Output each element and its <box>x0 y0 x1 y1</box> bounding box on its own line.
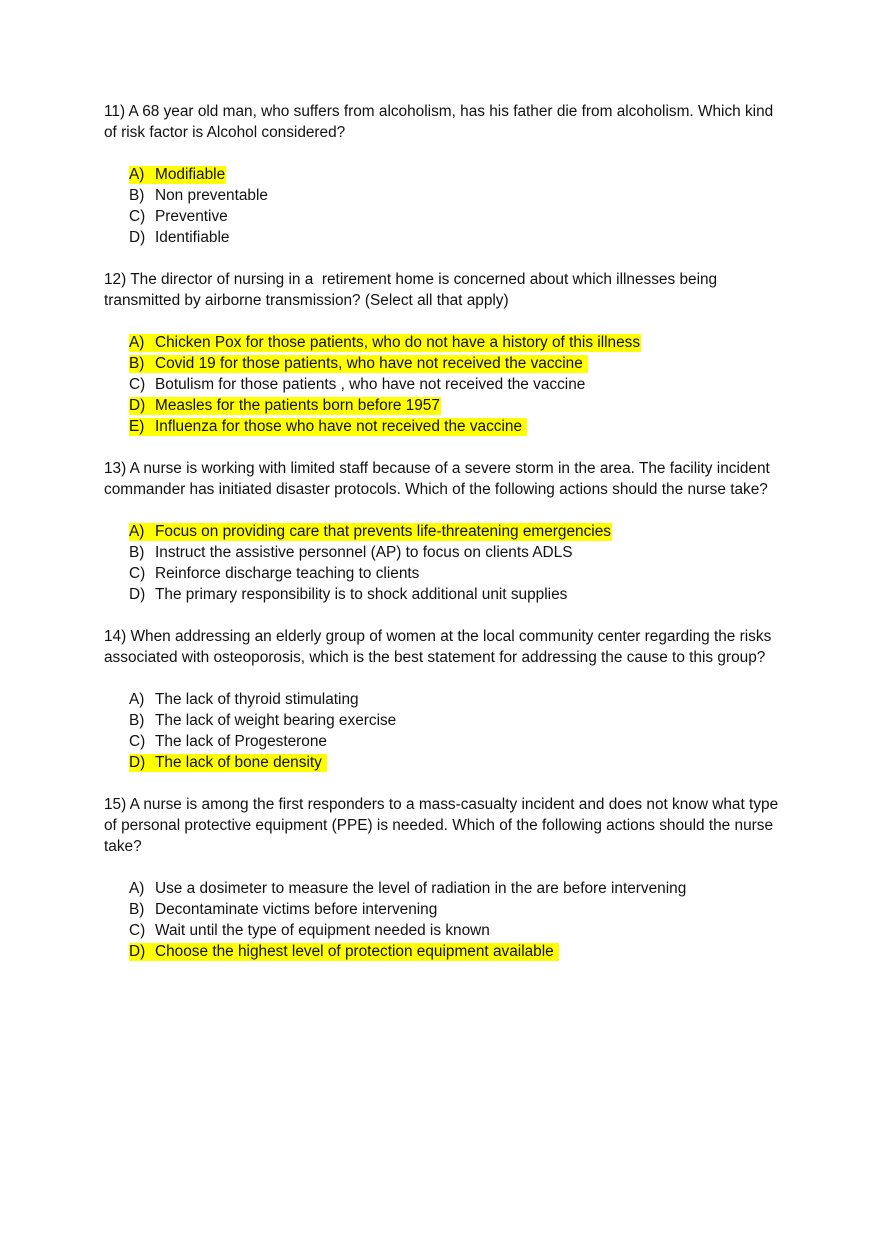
question-stem: 13) A nurse is working with limited staff because of a severe storm in the area. The facility incident commander has initiated disaster protocols. Which of the following actions should the nurse take? <box>104 460 775 498</box>
option-text: Botulism for those patients , who have not received the vaccine <box>155 376 586 393</box>
option-letter: B) <box>129 712 145 729</box>
answer-option-a <box>129 332 784 353</box>
option-letter: B) <box>129 544 145 561</box>
answer-option-e <box>129 416 784 437</box>
option-text: Influenza for those who have not received the vaccine <box>155 418 527 435</box>
answer-option-d <box>129 752 784 773</box>
option-text: Modifiable <box>155 166 226 183</box>
answer-option-d <box>129 941 784 962</box>
option-letter: D) <box>129 229 146 246</box>
question-stem: 11) A 68 year old man, who suffers from alcoholism, has his father die from alcoholism. Which kind of risk factor is Alcohol considered? <box>104 103 778 141</box>
answer-option-a <box>129 689 784 710</box>
answer-option-c <box>129 731 784 752</box>
option-letter: E) <box>129 418 145 435</box>
answer-options <box>104 878 784 962</box>
option-text: Preventive <box>155 208 228 225</box>
answer-option-a <box>129 164 784 185</box>
answer-option-b <box>129 353 784 374</box>
answer-option-b <box>129 710 784 731</box>
answer-options <box>104 164 784 248</box>
option-text: Decontaminate victims before intervening <box>155 901 438 918</box>
question-stem: 15) A nurse is among the first responders to a mass-casualty incident and does not know what type of personal protective equipment (PPE) is needed. Which of the following actions should the nurse take? <box>104 796 783 855</box>
answer-option-d <box>129 227 784 248</box>
question-stem: 14) When addressing an elderly group of women at the local community center regarding the risks associated with osteoporosis, which is the best statement for addressing the cause to this group? <box>104 628 776 666</box>
option-text: The lack of Progesterone <box>155 733 327 750</box>
option-text: Measles for the patients born before 1957 <box>155 397 440 414</box>
option-text: Identifiable <box>155 229 230 246</box>
option-letter: A) <box>129 691 145 708</box>
answer-option-c <box>129 374 784 395</box>
answer-option-d <box>129 584 784 605</box>
answer-option-b <box>129 542 784 563</box>
document-page <box>104 101 784 983</box>
question-13 <box>104 458 784 605</box>
option-text: The lack of bone density <box>155 754 327 771</box>
option-letter: A) <box>129 166 145 183</box>
answer-option-d <box>129 395 784 416</box>
option-text: Wait until the type of equipment needed is known <box>155 922 490 939</box>
option-text: The lack of thyroid stimulating <box>155 691 359 708</box>
answer-options <box>104 332 784 437</box>
option-text: The lack of weight bearing exercise <box>155 712 397 729</box>
option-letter: D) <box>129 943 146 960</box>
option-text: Covid 19 for those patients, who have not received the vaccine <box>155 355 588 372</box>
answer-option-b <box>129 899 784 920</box>
answer-options <box>104 521 784 605</box>
answer-option-a <box>129 878 784 899</box>
answer-option-a <box>129 521 784 542</box>
option-text: The primary responsibility is to shock additional unit supplies <box>155 586 568 603</box>
option-letter: A) <box>129 523 145 540</box>
option-letter: C) <box>129 376 146 393</box>
option-text: Focus on providing care that prevents life-threatening emergencies <box>155 523 611 540</box>
option-text: Non preventable <box>155 187 268 204</box>
option-letter: C) <box>129 208 146 225</box>
option-letter: D) <box>129 397 146 414</box>
option-letter: D) <box>129 754 146 771</box>
option-letter: B) <box>129 901 145 918</box>
option-letter: B) <box>129 355 145 372</box>
option-text: Choose the highest level of protection equipment available <box>155 943 558 960</box>
answer-options <box>104 689 784 773</box>
option-text: Use a dosimeter to measure the level of radiation in the are before intervening <box>155 880 687 897</box>
question-15 <box>104 794 784 962</box>
answer-option-c <box>129 920 784 941</box>
option-letter: C) <box>129 733 146 750</box>
question-12 <box>104 269 784 437</box>
question-11 <box>104 101 784 248</box>
question-14 <box>104 626 784 773</box>
option-letter: C) <box>129 922 146 939</box>
option-letter: C) <box>129 565 146 582</box>
option-letter: D) <box>129 586 146 603</box>
answer-option-b <box>129 185 784 206</box>
option-text: Reinforce discharge teaching to clients <box>155 565 420 582</box>
option-text: Chicken Pox for those patients, who do not have a history of this illness <box>155 334 641 351</box>
answer-option-c <box>129 563 784 584</box>
option-letter: B) <box>129 187 145 204</box>
answer-option-c <box>129 206 784 227</box>
option-letter: A) <box>129 334 145 351</box>
option-text: Instruct the assistive personnel (AP) to focus on clients ADLS <box>155 544 573 561</box>
option-letter: A) <box>129 880 145 897</box>
question-stem: 12) The director of nursing in a retirement home is concerned about which illnesses being transmitted by airborne transmission? (Select all that apply) <box>104 271 722 309</box>
